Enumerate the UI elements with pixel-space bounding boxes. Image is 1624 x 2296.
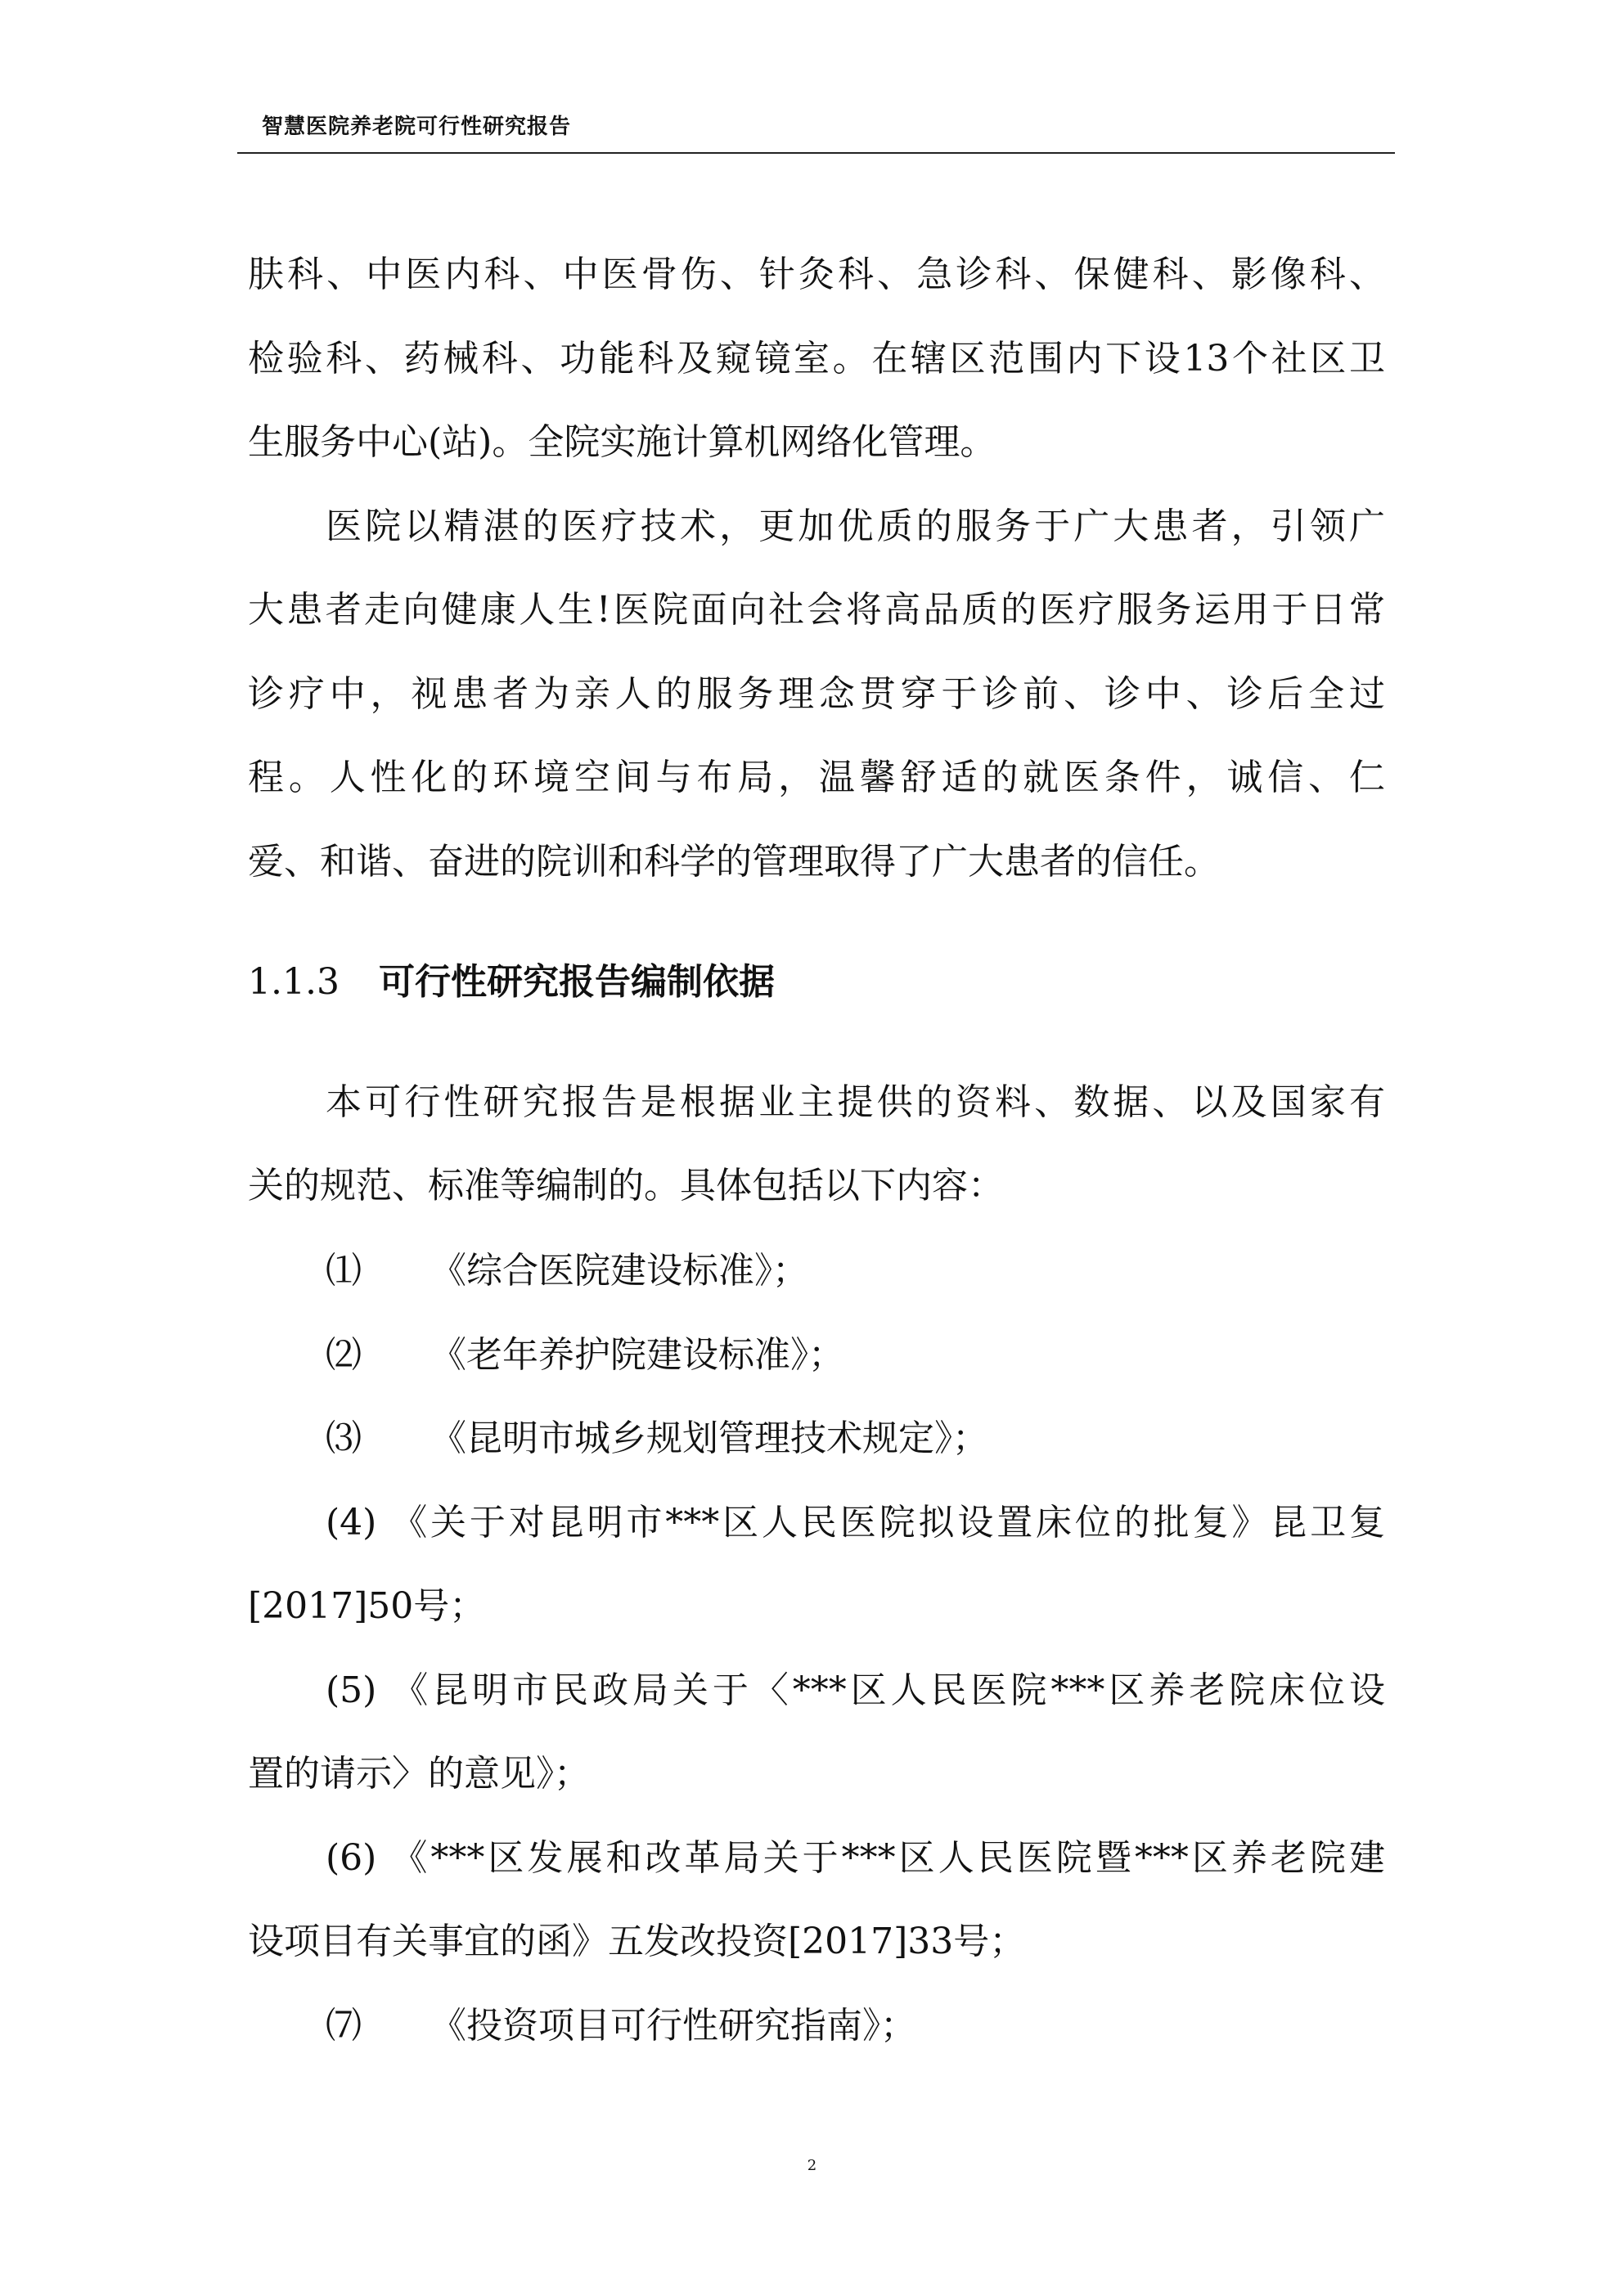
item-mark: ⑺ (326, 2005, 362, 2047)
basis-item-5-continuation: 置的请示〉的意见》； (248, 1753, 590, 1795)
basis-item-1 (326, 1247, 1385, 1296)
paragraph1-line-1: 肤科、中医内科、中医骨伤、针灸科、急诊科、保健科、影像科、 (248, 254, 1385, 295)
basis-item-5 (326, 1666, 1385, 1715)
section-number: 1.1.3 (248, 961, 340, 1003)
item-mark: (4) (326, 1502, 377, 1543)
item-text: 《昆明市民政局关于〈***区人民医院***区养老院床位设 (392, 1669, 1385, 1711)
item-text: 《***区发展和改革局关于***区人民医院暨***区养老院建 (391, 1837, 1385, 1879)
item-text: 《投资项目可行性研究指南》； (430, 2005, 916, 2047)
basis-item-4-continuation: [2017]50号； (248, 1585, 486, 1627)
item-mark: (6) (326, 1837, 377, 1879)
header-title: 智慧医院养老院可行性研究报告 (262, 115, 572, 139)
paragraph2-line-1: 医院以精湛的医疗技术，更加优质的服务于广大患者，引领广 (326, 505, 1385, 547)
item-text: 《老年养护院建设标准》； (430, 1334, 844, 1376)
basis-item-3 (326, 1414, 1385, 1463)
item-mark: ⑵ (326, 1334, 362, 1376)
paragraph1-line-3: 生服务中心(站)。全院实施计算机网络化管理。 (248, 421, 996, 463)
page-number: 2 (807, 2157, 817, 2174)
paragraph2-line-2: 大患者走向健康人生!医院面向社会将高品质的医疗服务运用于日常 (248, 589, 1385, 631)
basis-item-2 (326, 1331, 1385, 1380)
basis-item-6-continuation: 设项目有关事宜的函》五发改投资[2017]33号； (248, 1921, 1026, 1962)
item-mark: ⑴ (326, 1250, 362, 1292)
paragraph2-line-3: 诊疗中，视患者为亲人的服务理念贯穿于诊前、诊中、诊后全过 (248, 673, 1385, 715)
paragraph3-line-2: 关的规范、标准等编制的。具体包括以下内容： (248, 1165, 1004, 1206)
section-title: 可行性研究报告编制依据 (379, 961, 775, 1003)
section-heading (248, 958, 775, 1007)
basis-item-4 (326, 1498, 1385, 1548)
paragraph2-line-4: 程。人性化的环境空间与布局，温馨舒适的就医条件，诚信、仁 (248, 757, 1385, 798)
paragraph3-line-1: 本可行性研究报告是根据业主提供的资料、数据、以及国家有 (326, 1081, 1385, 1123)
item-mark: (5) (326, 1669, 377, 1711)
basis-item-6 (326, 1834, 1385, 1883)
page-header (237, 113, 1395, 154)
item-text: 《综合医院建设标准》； (430, 1250, 808, 1292)
item-text: 《关于对昆明市***区人民医院拟设置床位的批复》昆卫复 (391, 1502, 1385, 1543)
item-mark: ⑶ (326, 1418, 362, 1459)
item-text: 《昆明市城乡规划管理技术规定》； (430, 1418, 988, 1459)
paragraph2-line-5: 爱、和谐、奋进的院训和科学的管理取得了广大患者的信任。 (248, 841, 1220, 883)
paragraph1-line-2: 检验科、药械科、功能科及窥镜室。在辖区范围内下设13个社区卫 (248, 338, 1385, 380)
basis-item-7 (326, 2002, 1385, 2051)
